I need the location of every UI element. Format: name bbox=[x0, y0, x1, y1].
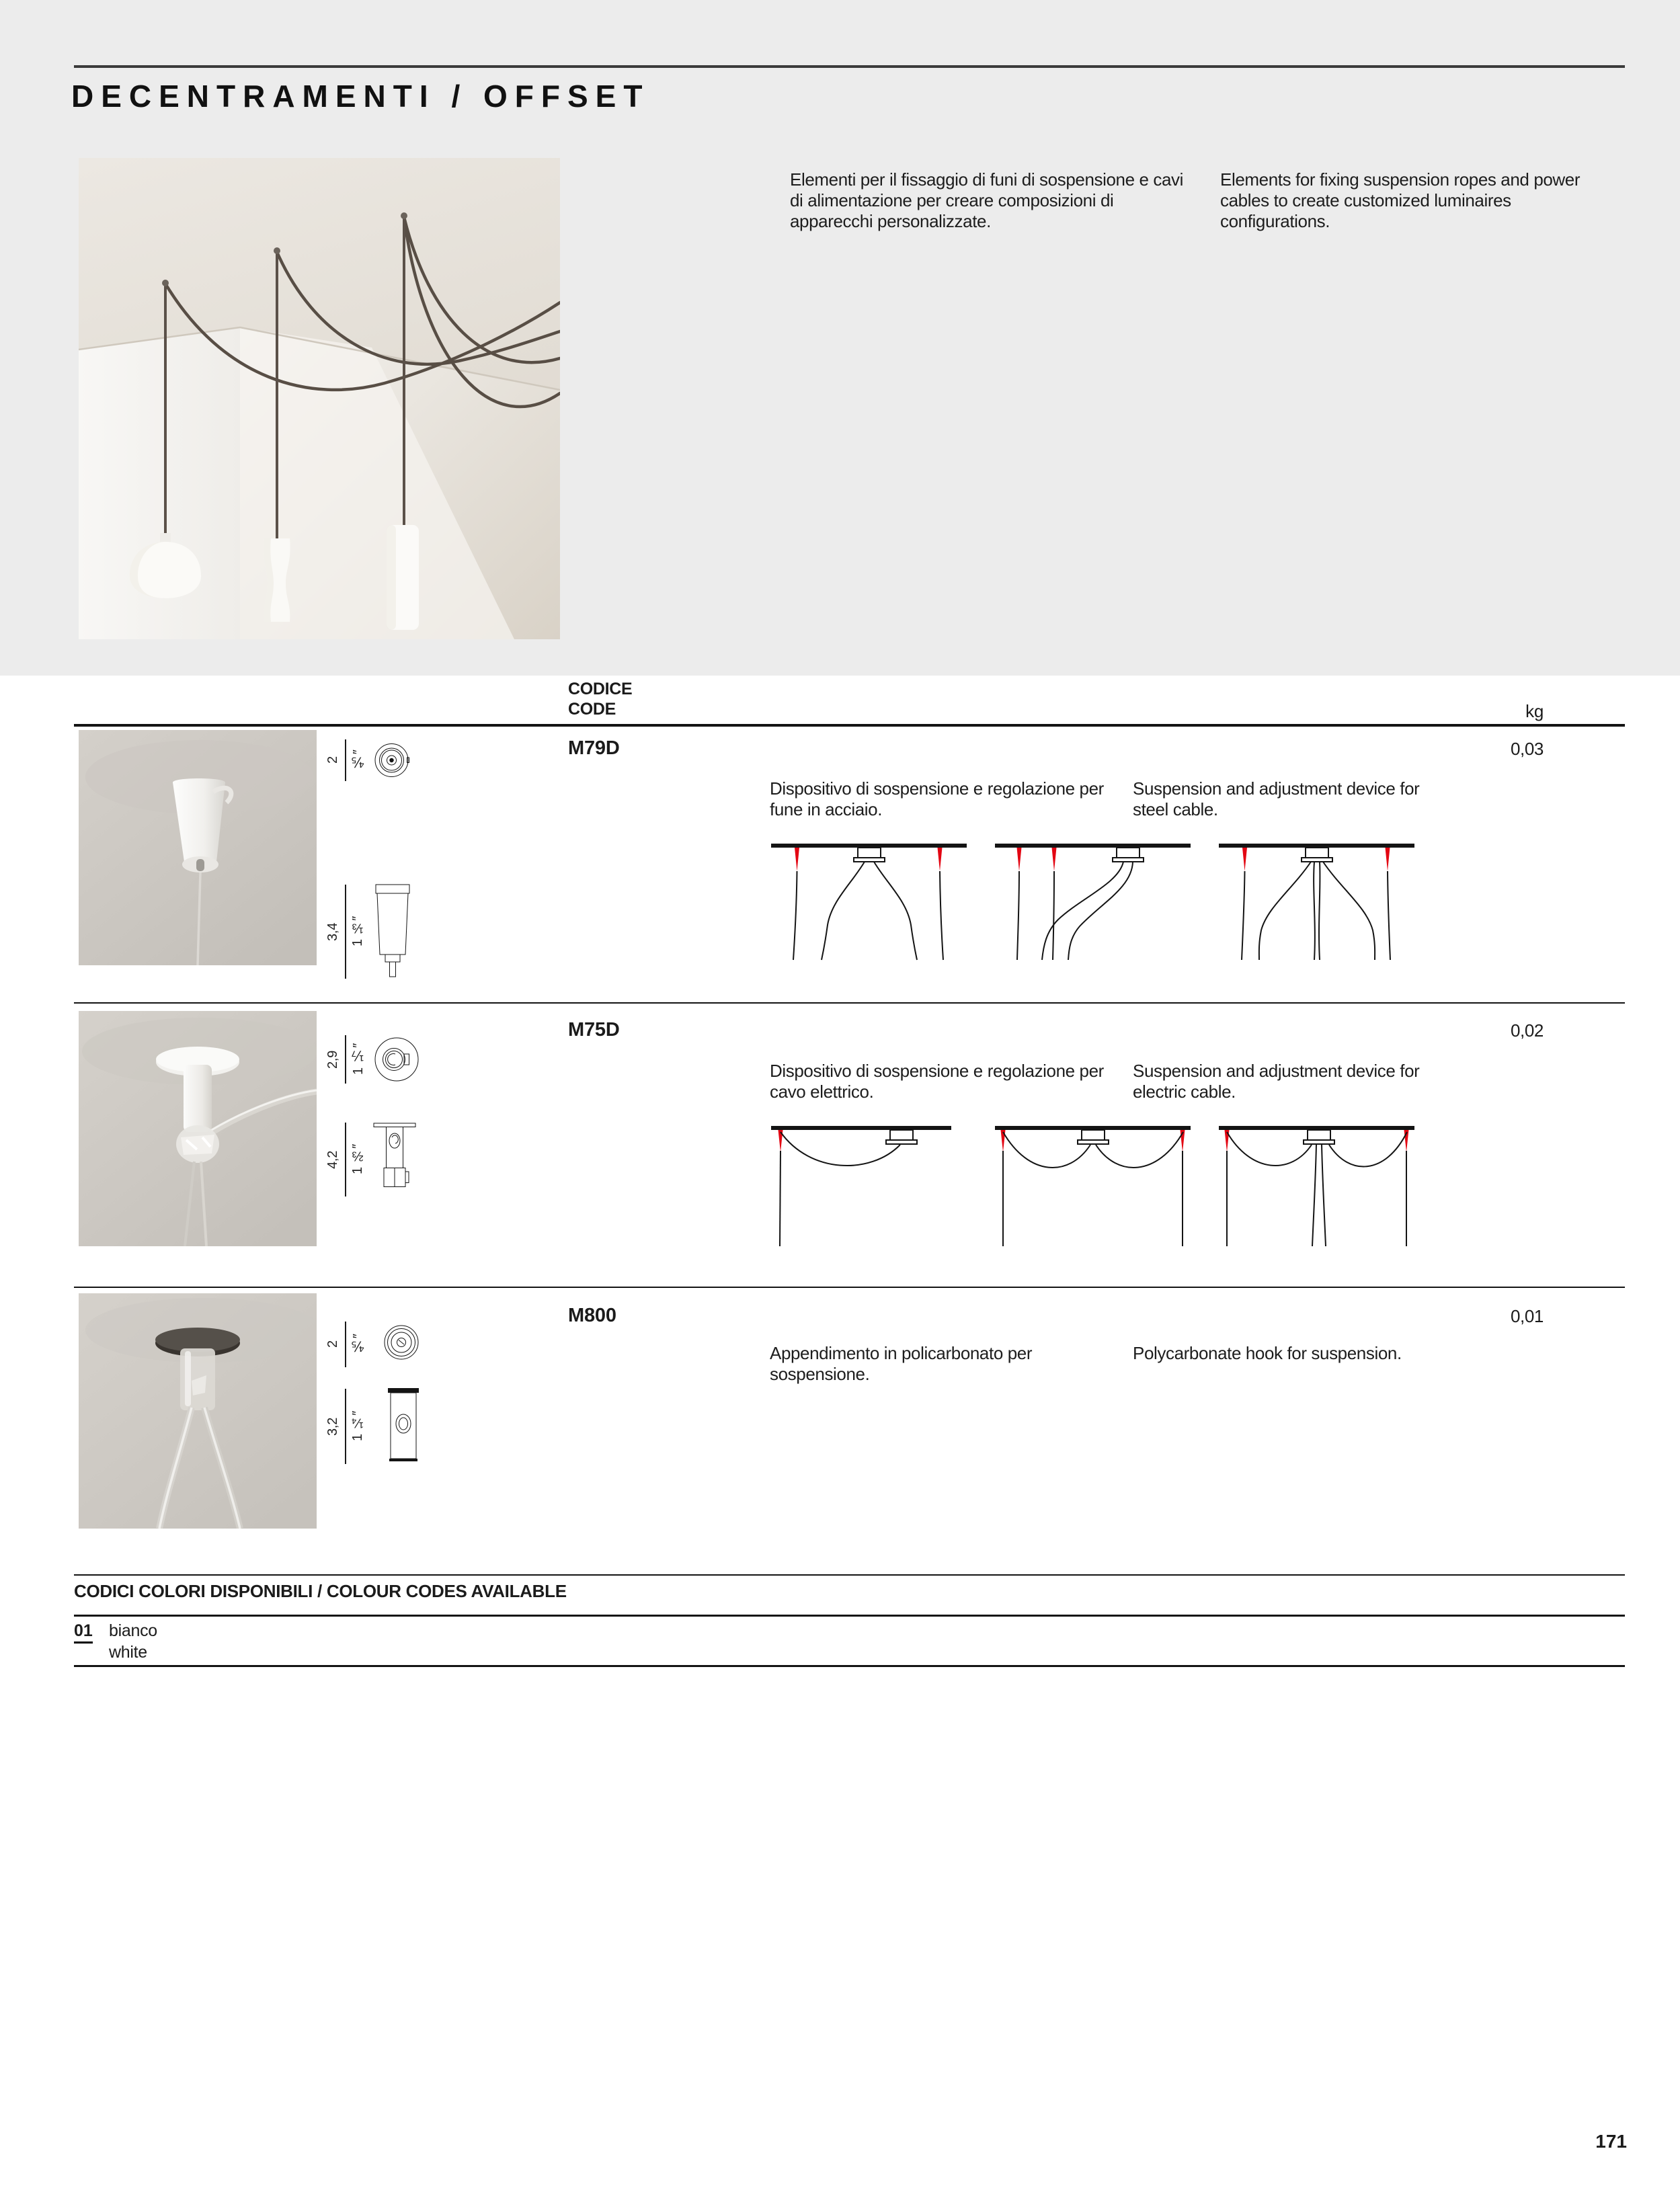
product-photo-m800 bbox=[79, 1293, 317, 1529]
table-header-rule bbox=[74, 724, 1625, 727]
colour-codes-top-rule bbox=[74, 1574, 1625, 1576]
dim-inch-value: 1 ⅔″ bbox=[350, 1144, 365, 1175]
product-code-m79d: M79D bbox=[568, 737, 620, 759]
dim-inch-value: 1 ⅓″ bbox=[350, 916, 365, 947]
dimension-label-m79d-top bbox=[325, 739, 366, 781]
dimension-label-m75d-side bbox=[325, 1123, 366, 1197]
dim-inch-value: 1 ¼″ bbox=[350, 1411, 365, 1442]
dim-inch-value: ⅘″ bbox=[351, 1334, 366, 1355]
colour-name-english: white bbox=[109, 1643, 147, 1662]
hero-photo-illustration bbox=[79, 158, 560, 639]
colour-code-number: 01 bbox=[74, 1621, 93, 1644]
dim-inch-value: ⅘″ bbox=[351, 749, 366, 771]
colour-codes-bottom-rule bbox=[74, 1665, 1625, 1667]
dim-cm-value: 2 bbox=[325, 1340, 340, 1348]
dimension-label-m800-top bbox=[325, 1322, 366, 1367]
dim-inch-value: 1 ⅐″ bbox=[351, 1043, 366, 1076]
description-italian-m79d: Dispositivo di sospensione e regolazione per fune in acciaio. bbox=[770, 778, 1104, 819]
description-italian-m800: Appendimento in policarbonato per sospensione. bbox=[770, 1343, 1033, 1384]
m75d-top-view-drawing bbox=[374, 1037, 419, 1082]
colour-codes-heading: CODICI COLORI DISPONIBILI / COLOUR CODES AVAILABLE bbox=[74, 1581, 567, 1601]
colour-codes-mid-rule bbox=[74, 1615, 1625, 1617]
dim-cm-value: 2 bbox=[325, 756, 340, 764]
m79d-config-diagram-3 bbox=[1217, 842, 1416, 963]
description-english-m75d: Suspension and adjustment device for electric cable. bbox=[1133, 1061, 1420, 1102]
m800-top-view-drawing bbox=[383, 1324, 419, 1361]
product-weight-m800: 0,01 bbox=[1510, 1306, 1544, 1326]
product-photo-m75d bbox=[79, 1011, 317, 1246]
page-number: 171 bbox=[1595, 2131, 1627, 2152]
m79d-config-diagram-1 bbox=[770, 842, 968, 963]
dim-divider-line bbox=[345, 1389, 346, 1464]
m75d-config-diagram-1 bbox=[770, 1124, 968, 1248]
dim-divider-line bbox=[345, 1035, 346, 1084]
product-photo-m79d bbox=[79, 730, 317, 965]
row-separator-1 bbox=[74, 1002, 1625, 1004]
description-english-m800: Polycarbonate hook for suspension. bbox=[1133, 1343, 1402, 1363]
m79d-top-view-drawing bbox=[374, 742, 410, 778]
dim-divider-line bbox=[345, 739, 346, 781]
m75d-config-diagram-3 bbox=[1217, 1124, 1416, 1248]
m800-side-view-drawing bbox=[387, 1387, 419, 1464]
dimension-label-m79d-side bbox=[325, 885, 366, 979]
m75d-side-view-drawing bbox=[371, 1121, 418, 1195]
product-code-m75d: M75D bbox=[568, 1019, 620, 1041]
dim-cm-value: 3,4 bbox=[325, 922, 340, 941]
m79d-config-diagram-2 bbox=[994, 842, 1192, 963]
configuration-diagrams-m75d bbox=[770, 1124, 1416, 1248]
dim-cm-value: 4,2 bbox=[325, 1150, 340, 1169]
product-weight-m79d: 0,03 bbox=[1510, 739, 1544, 759]
colour-name-italian: bianco bbox=[109, 1621, 157, 1640]
dim-cm-value: 3,2 bbox=[325, 1417, 340, 1436]
dim-divider-line bbox=[345, 1322, 346, 1367]
product-weight-m75d: 0,02 bbox=[1510, 1020, 1544, 1041]
m79d-side-view-drawing bbox=[374, 883, 411, 979]
hero-photo bbox=[79, 158, 560, 639]
dim-cm-value: 2,9 bbox=[325, 1050, 340, 1069]
code-column-header bbox=[568, 679, 632, 719]
dimension-label-m75d-top bbox=[325, 1035, 366, 1084]
top-rule bbox=[74, 65, 1625, 68]
m75d-config-diagram-2 bbox=[994, 1124, 1192, 1248]
code-label-it: CODICE bbox=[568, 680, 633, 698]
description-english-m79d: Suspension and adjustment device for steel cable. bbox=[1133, 778, 1420, 819]
row-separator-2 bbox=[74, 1287, 1625, 1288]
configuration-diagrams-m79d bbox=[770, 842, 1416, 963]
dim-divider-line bbox=[345, 1123, 346, 1197]
code-label-en: CODE bbox=[568, 700, 616, 719]
dim-divider-line bbox=[345, 885, 346, 979]
intro-text-english: Elements for fixing suspension ropes and power cables to create customized luminaires configurations. bbox=[1220, 169, 1581, 231]
page-title: DECENTRAMENTI / OFFSET bbox=[71, 79, 650, 114]
dimension-label-m800-side bbox=[325, 1389, 366, 1464]
product-code-m800: M800 bbox=[568, 1305, 616, 1326]
description-italian-m75d: Dispositivo di sospensione e regolazione per cavo elettrico. bbox=[770, 1061, 1104, 1102]
intro-text-italian: Elementi per il fissaggio di funi di sospensione e cavi di alimentazione per creare composizioni di apparecchi personalizzate. bbox=[790, 169, 1184, 231]
kg-column-header: kg bbox=[1525, 701, 1544, 721]
